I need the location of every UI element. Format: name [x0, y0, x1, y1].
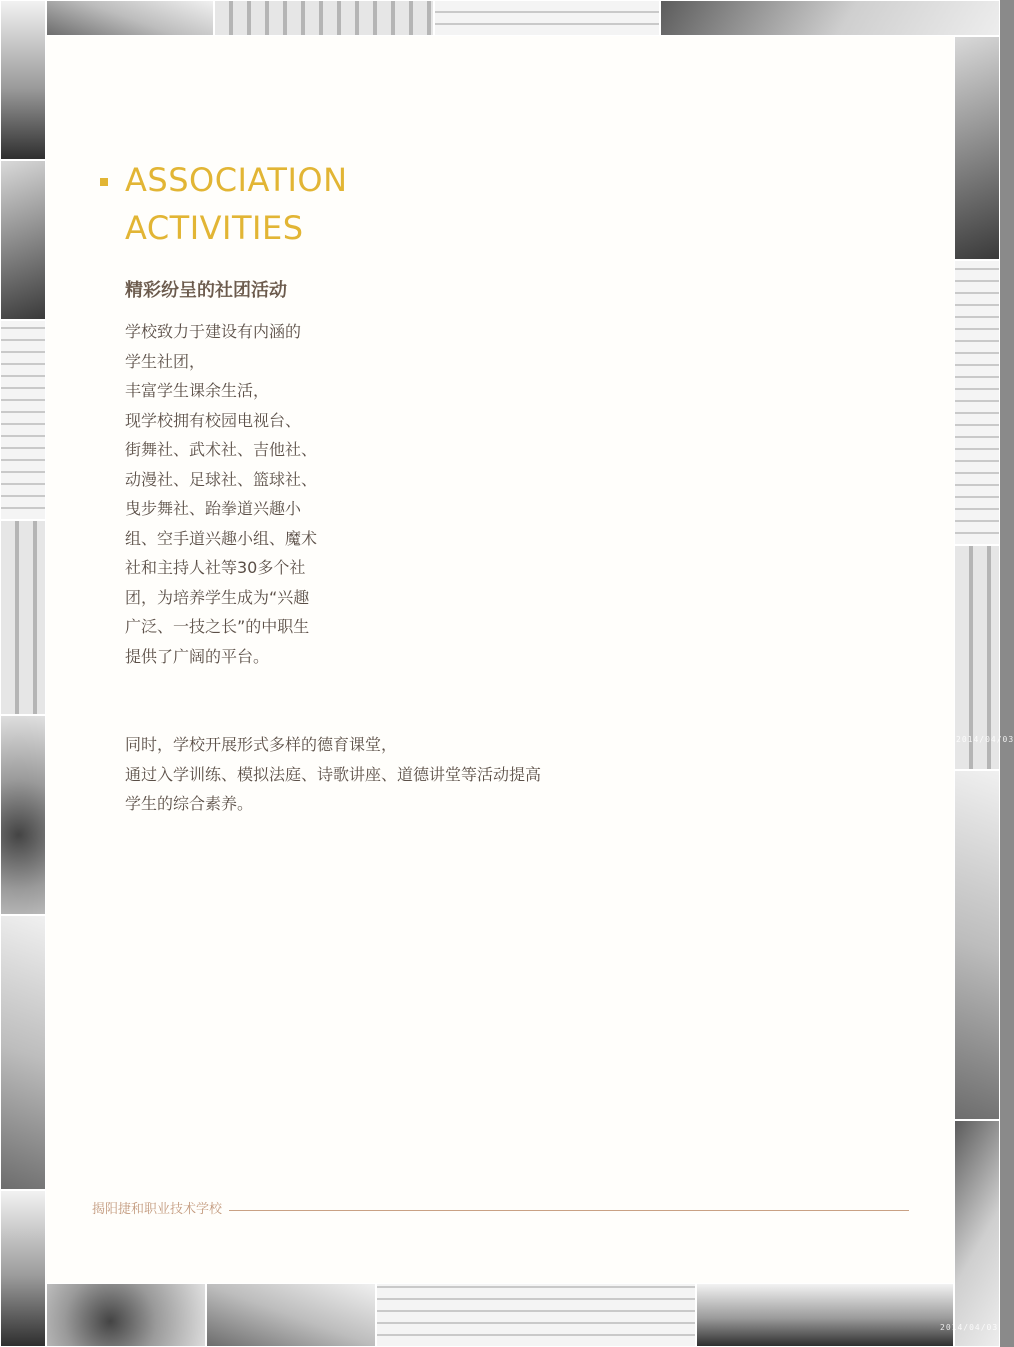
paragraph-line: 社和主持人社等30多个社 — [125, 558, 306, 577]
photo-tile — [0, 520, 46, 715]
photo-tile — [214, 0, 434, 36]
paragraph-clubs — [125, 317, 317, 671]
footer-divider — [229, 1210, 909, 1211]
title-line-2: ACTIVITIES — [125, 209, 304, 247]
paragraph-line: 丰富学生课余生活， — [125, 381, 270, 400]
photo-tile — [696, 1283, 954, 1347]
photo-tile — [954, 1120, 1000, 1347]
photo-tile — [46, 1283, 206, 1347]
paragraph-moral-education — [125, 730, 541, 819]
paragraph-line: 曳步舞社、跆拳道兴趣小 — [125, 499, 302, 518]
footer-school-name: 揭阳捷和职业技术学校 — [92, 1202, 223, 1217]
photo-tile — [954, 260, 1000, 545]
photo-tile — [660, 0, 1000, 36]
section-heading: 精彩纷呈的社团活动 — [125, 280, 287, 301]
photo-tile — [376, 1283, 696, 1347]
paragraph-line: 学校致力于建设有内涵的 — [125, 322, 302, 341]
paragraph-line: 提供了广阔的平台。 — [125, 646, 270, 666]
title-line-1: ASSOCIATION — [125, 161, 348, 199]
photo-date-stamp: 2014/04/03 — [940, 1323, 999, 1332]
content-panel — [46, 36, 954, 1283]
paragraph-line: 同时，学校开展形式多样的德育课堂， — [125, 735, 398, 754]
photo-tile — [954, 36, 1000, 260]
paragraph-line: 学生社团， — [125, 351, 206, 371]
photo-tile — [0, 715, 46, 915]
paragraph-line: 现学校拥有校园电视台、 — [125, 410, 302, 430]
photo-tile — [0, 1190, 46, 1347]
photo-tile — [0, 320, 46, 520]
photo-tile — [206, 1283, 376, 1347]
paragraph-line: 街舞社、武术社、吉他社、 — [125, 440, 318, 459]
paragraph-line: 广泛、一技之长”的中职生 — [125, 617, 310, 636]
paragraph-line: 通过入学训练、模拟法庭、诗歌讲座、道德讲堂等活动提高 — [125, 764, 542, 784]
paragraph-line: 组、空手道兴趣小组、魔术 — [125, 528, 318, 548]
paragraph-line: 团，为培养学生成为“兴趣 — [125, 587, 310, 607]
paragraph-line: 学生的综合素养。 — [125, 794, 254, 813]
photo-tile — [0, 0, 46, 160]
title-bullet-square — [100, 178, 108, 186]
photo-tile — [46, 0, 214, 36]
photo-tile — [0, 915, 46, 1190]
photo-tile — [954, 770, 1000, 1120]
photo-date-stamp: 2014/04/03 — [956, 735, 1014, 744]
photo-tile — [434, 0, 660, 36]
paragraph-line: 动漫社、足球社、篮球社、 — [125, 469, 318, 489]
photo-tile — [0, 160, 46, 320]
